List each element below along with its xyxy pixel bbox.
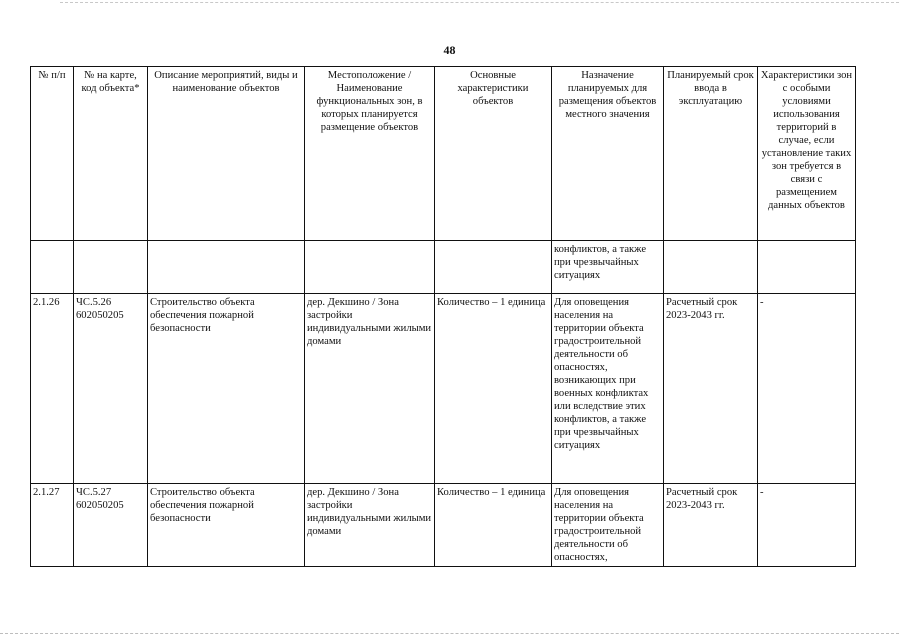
scan-edge-top	[60, 2, 899, 3]
cell-zones: -	[758, 294, 856, 484]
object-code: 602050205	[76, 310, 124, 321]
map-number: ЧС.5.27	[76, 487, 112, 498]
cell-num: 2.1.26	[31, 294, 74, 484]
cell-characteristics: Количество – 1 единица	[435, 484, 552, 567]
cell-purpose: Для оповещения населения на территории объекта градостроительной деятельности об опасностях, возникающих при военных конфликтах или вследствие этих конфликтов, а также при чрезвычайных ситуациях	[552, 294, 664, 484]
scan-edge-bottom	[0, 633, 899, 634]
header-num: № п/п	[31, 67, 74, 241]
cell-map-code	[74, 484, 148, 567]
header-description: Описание мероприятий, виды и наименование объектов	[148, 67, 305, 241]
table-header-row	[31, 67, 856, 241]
cell-zones: -	[758, 484, 856, 567]
header-term: Планируемый срок ввода в эксплуатацию	[664, 67, 758, 241]
header-purpose: Назначение планируемых для размещения объектов местного значения	[552, 67, 664, 241]
cell-purpose: конфликтов, а также при чрезвычайных ситуациях	[552, 241, 664, 294]
table-row	[31, 294, 856, 484]
cell-characteristics: Количество – 1 единица	[435, 294, 552, 484]
map-number: ЧС.5.26	[76, 297, 112, 308]
table-row-continuation	[31, 241, 856, 294]
cell-description: Строительство объекта обеспечения пожарной безопасности	[148, 484, 305, 567]
page-number: 48	[443, 43, 456, 57]
cell-location: дер. Декшино / Зона застройки индивидуальными жилыми домами	[305, 484, 435, 567]
header-characteristics: Основные характеристики объектов	[435, 67, 552, 241]
object-code: 602050205	[76, 500, 124, 511]
header-map-code: № на карте, код объекта*	[74, 67, 148, 241]
cell-term: Расчетный срок 2023-2043 гг.	[664, 294, 758, 484]
cell-description: Строительство объекта обеспечения пожарной безопасности	[148, 294, 305, 484]
header-zones: Характеристики зон с особыми условиями использования территорий в случае, если установление таких зон требуется в связи с размещением данных объектов	[758, 67, 856, 241]
cell-location: дер. Декшино / Зона застройки индивидуальными жилыми домами	[305, 294, 435, 484]
cell-term: Расчетный срок 2023-2043 гг.	[664, 484, 758, 567]
cell-purpose: Для оповещения населения на территории объекта градостроительной деятельности об опасностях,	[552, 484, 664, 567]
cell-map-code	[74, 294, 148, 484]
header-location: Местоположение / Наименование функциональных зон, в которых планируется размещение объектов	[305, 67, 435, 241]
table-row	[31, 484, 856, 567]
planning-table	[30, 66, 856, 567]
cell-num: 2.1.27	[31, 484, 74, 567]
